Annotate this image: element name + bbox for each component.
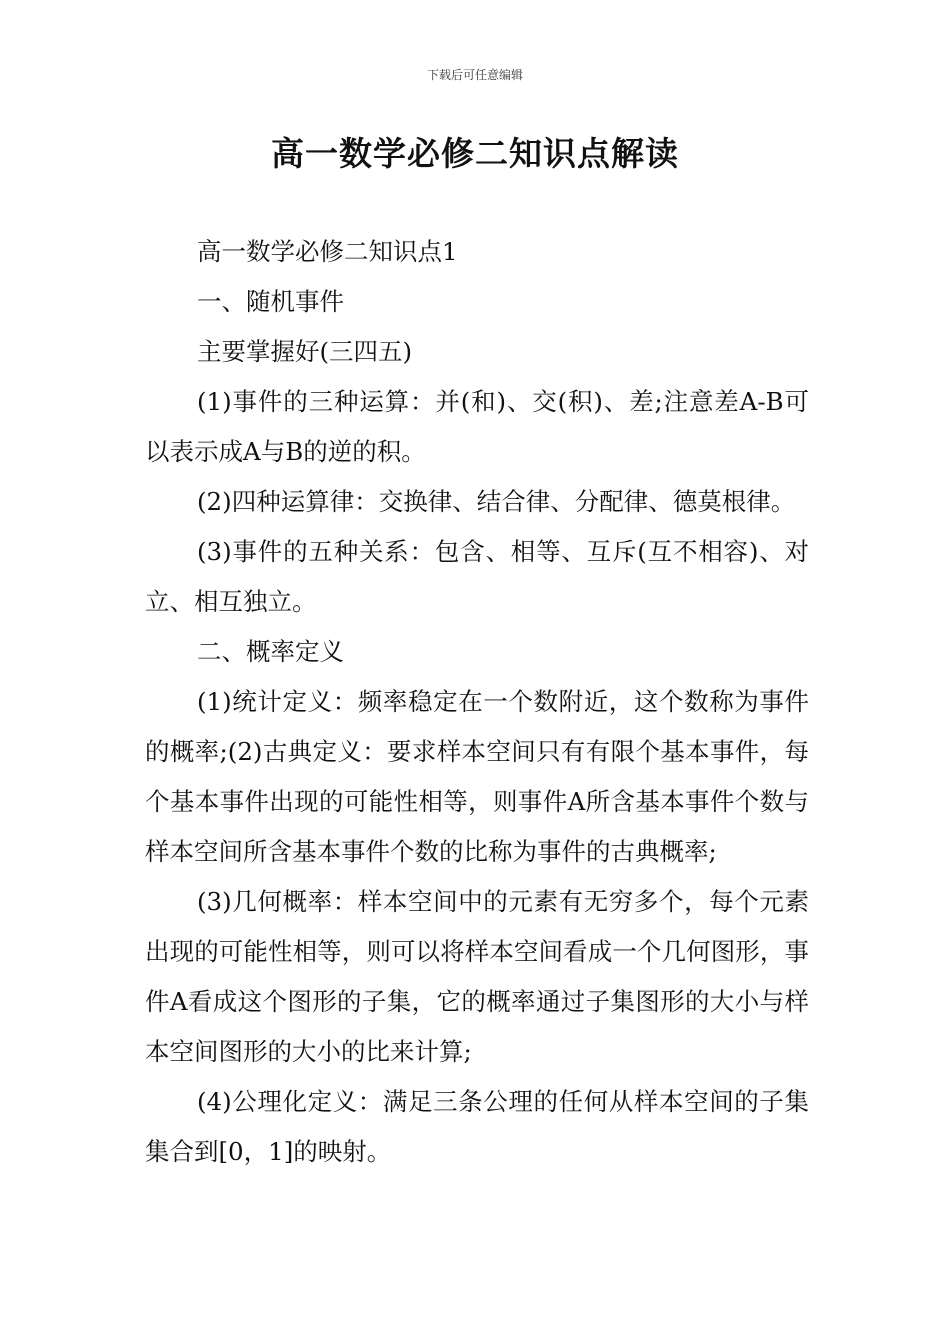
- body-paragraph: (2)四种运算律：交换律、结合律、分配律、德莫根律。: [197, 487, 796, 516]
- header-note: 下载后可任意编辑: [426, 68, 523, 82]
- body-paragraph: 主要掌握好(三四五): [197, 337, 413, 366]
- document-body: [145, 227, 809, 1177]
- body-paragraph: (1)事件的三种运算：并(和)、交(积)、差;注意差A-B可以表示成A与B的逆的积。: [145, 387, 809, 466]
- section-heading: 高一数学必修二知识点1: [197, 237, 458, 266]
- subsection-heading: 二、概率定义: [197, 637, 344, 666]
- body-paragraph: (1)统计定义：频率稳定在一个数附近，这个数称为事件的概率;(2)古典定义：要求样本空间只有有限个基本事件，每个基本事件出现的可能性相等，则事件A所含基本事件个数与样本空间所含基本事件个数的比称为事件的古典概率;: [145, 687, 809, 866]
- body-paragraph: (3)几何概率：样本空间中的元素有无穷多个，每个元素出现的可能性相等，则可以将样本空间看成一个几何图形，事件A看成这个图形的子集，它的概率通过子集图形的大小与样本空间图形的大小的比来计算;: [145, 887, 809, 1066]
- body-paragraph: (4)公理化定义：满足三条公理的任何从样本空间的子集集合到[0，1]的映射。: [145, 1087, 809, 1166]
- subsection-heading: 一、随机事件: [197, 287, 344, 316]
- body-paragraph: (3)事件的五种关系：包含、相等、互斥(互不相容)、对立、相互独立。: [145, 537, 809, 616]
- document-title: 高一数学必修二知识点解读: [271, 134, 679, 173]
